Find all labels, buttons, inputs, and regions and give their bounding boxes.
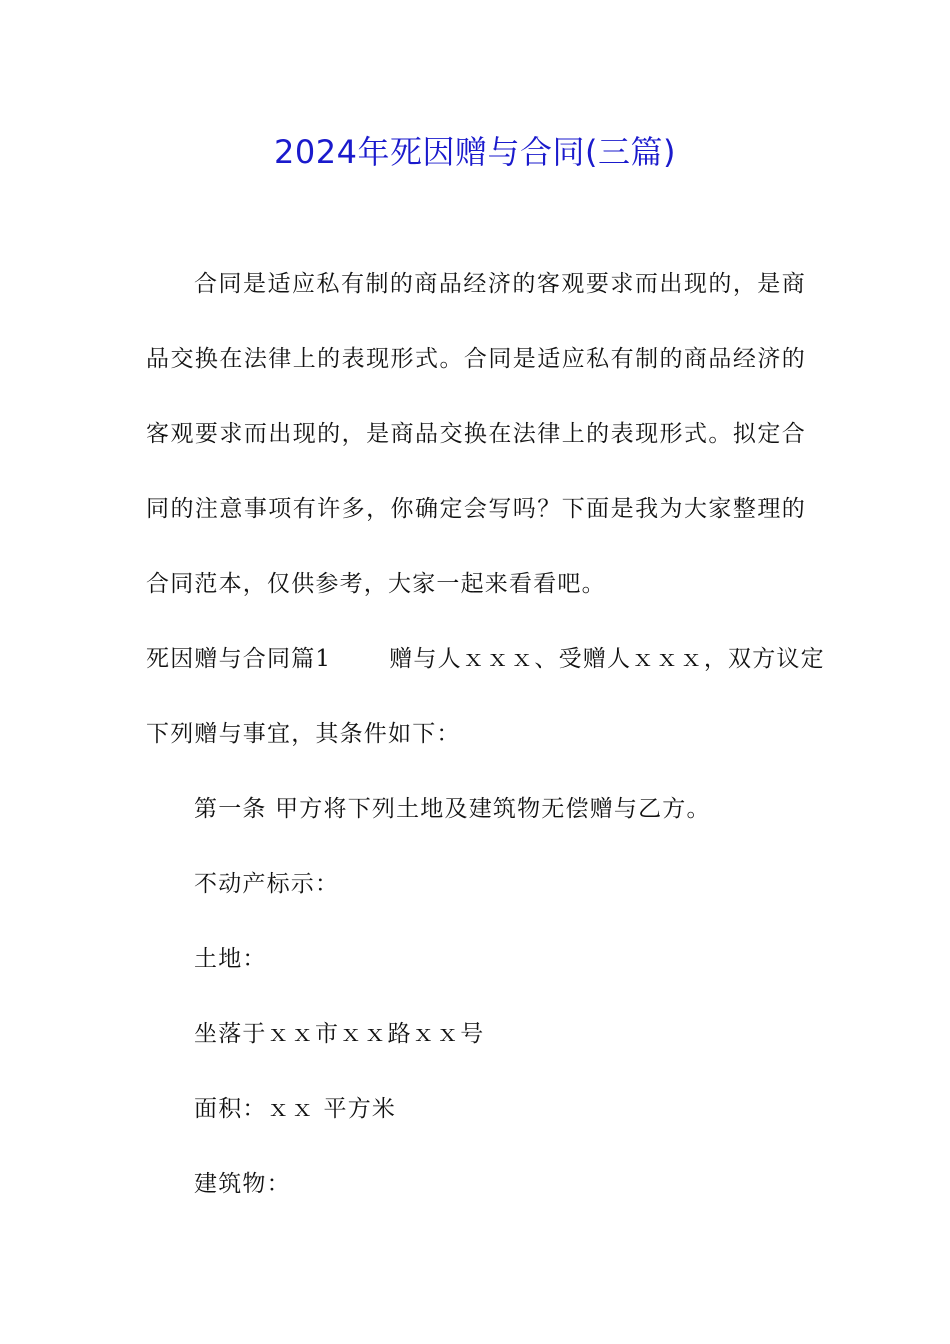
clause-building-label: 建筑物： (194, 1171, 291, 1197)
intro-line-4: 同的注意事项有许多，你确定会写吗？下面是我为大家整理的 (146, 496, 806, 522)
clause-location: 坐落于ｘｘ市ｘｘ路ｘｘ号 (194, 1021, 485, 1047)
section-label: 死因赠与合同篇1 (146, 646, 332, 672)
clause-land-label: 土地： (194, 946, 267, 972)
intro-line-3: 客观要求而出现的，是商品交换在法律上的表现形式。拟定合 (146, 421, 806, 447)
section-first-line: 赠与人ｘｘｘ、受赠人ｘｘｘ，双方议定 (389, 646, 825, 672)
intro-line-5: 合同范本，仅供参考，大家一起来看看吧。 (146, 571, 606, 597)
clause-area: 面积：ｘｘ 平方米 (194, 1096, 397, 1122)
intro-line-2: 品交换在法律上的表现形式。合同是适应私有制的商品经济的 (146, 346, 806, 372)
section-heading-row (146, 643, 825, 675)
document-title: 2024年死因赠与合同(三篇) (274, 133, 676, 171)
clause-property-label: 不动产标示： (194, 871, 340, 897)
section-second-line: 下列赠与事宜，其条件如下： (146, 721, 461, 747)
intro-line-1: 合同是适应私有制的商品经济的客观要求而出现的，是商 (194, 271, 806, 297)
clause-article-1: 第一条 甲方将下列土地及建筑物无偿赠与乙方。 (194, 796, 711, 822)
